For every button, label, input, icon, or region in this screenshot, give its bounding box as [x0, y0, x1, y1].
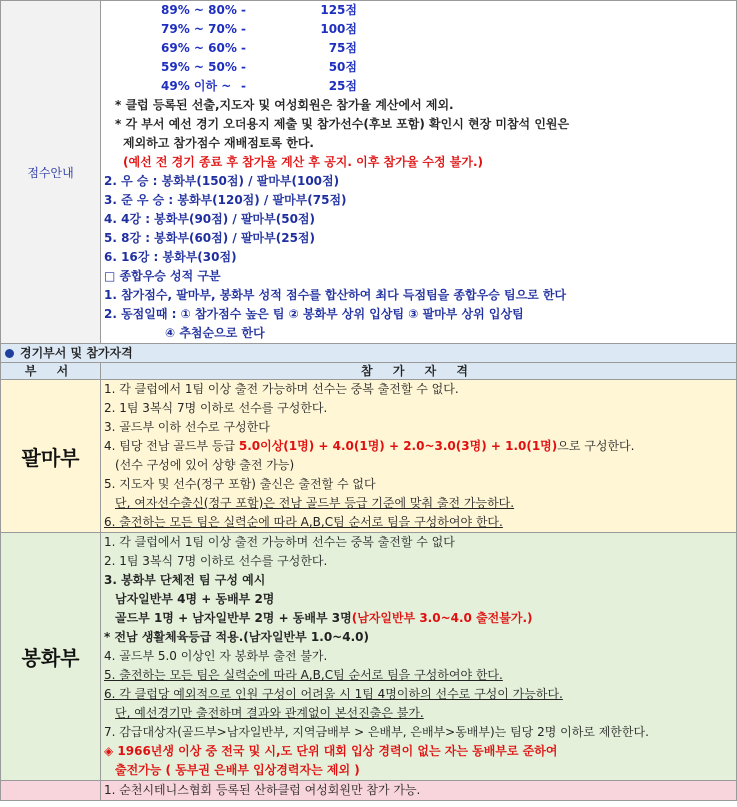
bonghwa-rule: 7. 감급대상자(골드부>남자일반부, 지역금배부 > 은배부, 은배부>동배부)는 팀당 2명 이하로 제한한다. [104, 725, 649, 739]
palma-rule: 2. 1팀 3복식 7명 이하로 선수를 구성한다. [104, 401, 328, 415]
palma-label: 팔마부 [21, 445, 80, 470]
palma-rule: 6. 출전하는 모든 팀은 실력순에 따라 A,B,C팀 순서로 팀을 구성하여야 한다. [104, 515, 503, 529]
women-rules [101, 781, 737, 801]
palma-rule: (선수 구성에 있어 상향 출전 가능) [115, 458, 295, 472]
overall-rule: 2. 동점일때 : ① 참가점수 높은 팀 ② 봉화부 상위 입상팀 ③ 팔마부 상위 입상팀 [104, 307, 524, 321]
award-item: 5. 8강 : 봉화부(60점) / 팔마부(25점) [104, 231, 315, 245]
palma-label-cell [1, 380, 101, 533]
rate-row: 89% ~ 80% - 125점 [161, 3, 357, 17]
bonghwa-rule: 6. 각 클럽당 예외적으로 인원 구성이 어려울 시 1팀 4명이하의 선수로 구성이 가능하다. [104, 687, 563, 701]
score-section-content [101, 1, 737, 344]
award-item: 6. 16강 : 봉화부(30점) [104, 250, 237, 264]
palma-rule: 4. 팀당 전남 골드부 등급 5.0이상(1명) + 4.0(1명) + 2.0~3.0(3명) + 1.0(1명)으로 구성한다. [104, 439, 635, 453]
header-qual: 참 가 자 격 [101, 363, 737, 380]
bonghwa-label: 봉화부 [21, 646, 80, 670]
score-warning: (예선 전 경기 종료 후 참가율 계산 후 공지. 이후 참가율 수정 불가.) [123, 155, 484, 169]
score-section-label [1, 1, 101, 344]
award-item: 2. 우 승 : 봉화부(150점) / 팔마부(100점) [104, 174, 340, 188]
rate-row: 69% ~ 60% - 75점 [161, 41, 357, 55]
women-label-cell [1, 781, 101, 801]
bonghwa-rule: 남자일반부 4명 + 동배부 2명 [115, 592, 275, 606]
score-note: * 클럽 등록된 선출,지도자 및 여성회원은 참가율 계산에서 제외. [115, 98, 454, 112]
award-item: 4. 4강 : 봉화부(90점) / 팔마부(50점) [104, 212, 315, 226]
bonghwa-rule: 단, 예선경기만 출전하며 결과와 관계없이 본선진출은 불가. [115, 706, 424, 720]
bonghwa-rule: 1. 각 클럽에서 1팀 이상 출전 가능하며 선수는 중복 출전할 수 없다 [104, 535, 455, 549]
overall-title: □ 종합우승 성적 구분 [104, 269, 221, 283]
score-note: 제외하고 참가점수 재배점토록 한다. [123, 136, 314, 150]
palma-rule: 5. 지도자 및 선수(정구 포함) 출신은 출전할 수 없다 [104, 477, 376, 491]
bonghwa-rule: 5. 출전하는 모든 팀은 실력순에 따라 A,B,C팀 순서로 팀을 구성하여야 한다. [104, 668, 503, 682]
bonghwa-rule: 3. 봉화부 단체전 팀 구성 예시 [104, 573, 266, 587]
bonghwa-rule: 4. 골드부 5.0 이상인 자 봉화부 출전 불가. [104, 649, 328, 663]
score-note: * 각 부서 예선 경기 오더용지 제출 및 참가선수(후보 포함) 확인시 현장 미참석 인원은 [115, 117, 570, 131]
bonghwa-label-cell [1, 533, 101, 781]
overall-rule: ④ 추첨순으로 한다 [165, 326, 265, 340]
palma-rule: 단, 여자선수출신(정구 포함)은 전남 골드부 등급 기준에 맞춰 출전 가능하다. [115, 496, 515, 510]
bullet-icon [5, 349, 14, 358]
bonghwa-rule: 출전가능 ( 동부권 은배부 입상경력자는 제외 ) [115, 763, 360, 777]
award-item: 3. 준 우 승 : 봉화부(120점) / 팔마부(75점) [104, 193, 347, 207]
overall-rule: 1. 참가점수, 팔마부, 봉화부 성적 점수를 합산하여 최다 득점팀을 종합우승 팀으로 한다 [104, 288, 567, 302]
palma-rule: 1. 각 클럽에서 1팀 이상 출전 가능하며 선수는 중복 출전할 수 없다. [104, 382, 459, 396]
bonghwa-rules [101, 533, 737, 781]
palma-rule: 3. 골드부 이하 선수로 구성한다 [104, 420, 270, 434]
bonghwa-rule: 2. 1팀 3복식 7명 이하로 선수를 구성한다. [104, 554, 328, 568]
bonghwa-rule: * 전남 생활체육등급 적용.(남자일반부 1.0~4.0) [104, 630, 369, 644]
section-title-bar [1, 344, 737, 363]
header-dept: 부 서 [1, 363, 101, 380]
palma-rules [101, 380, 737, 533]
score-label-text: 점수안내 [27, 165, 74, 180]
section-title: 경기부서 및 참가자격 [20, 346, 133, 360]
bonghwa-rule: 골드부 1명 + 남자일반부 2명 + 동배부 3명(남자일반부 3.0~4.0 출전불가.) [115, 611, 533, 625]
bonghwa-rule: ◈ 1966년생 이상 중 전국 및 시,도 단위 대회 입상 경력이 없는 자는 동배부로 준하여 [104, 744, 558, 758]
rate-row: 49% 이하 ~ - 25점 [161, 79, 357, 93]
women-rule: 1. 순천시테니스협회 등록된 산하클럽 여성회원만 참가 가능. [104, 783, 421, 797]
rate-row: 79% ~ 70% - 100점 [161, 22, 357, 36]
rate-row: 59% ~ 50% - 50점 [161, 60, 357, 74]
